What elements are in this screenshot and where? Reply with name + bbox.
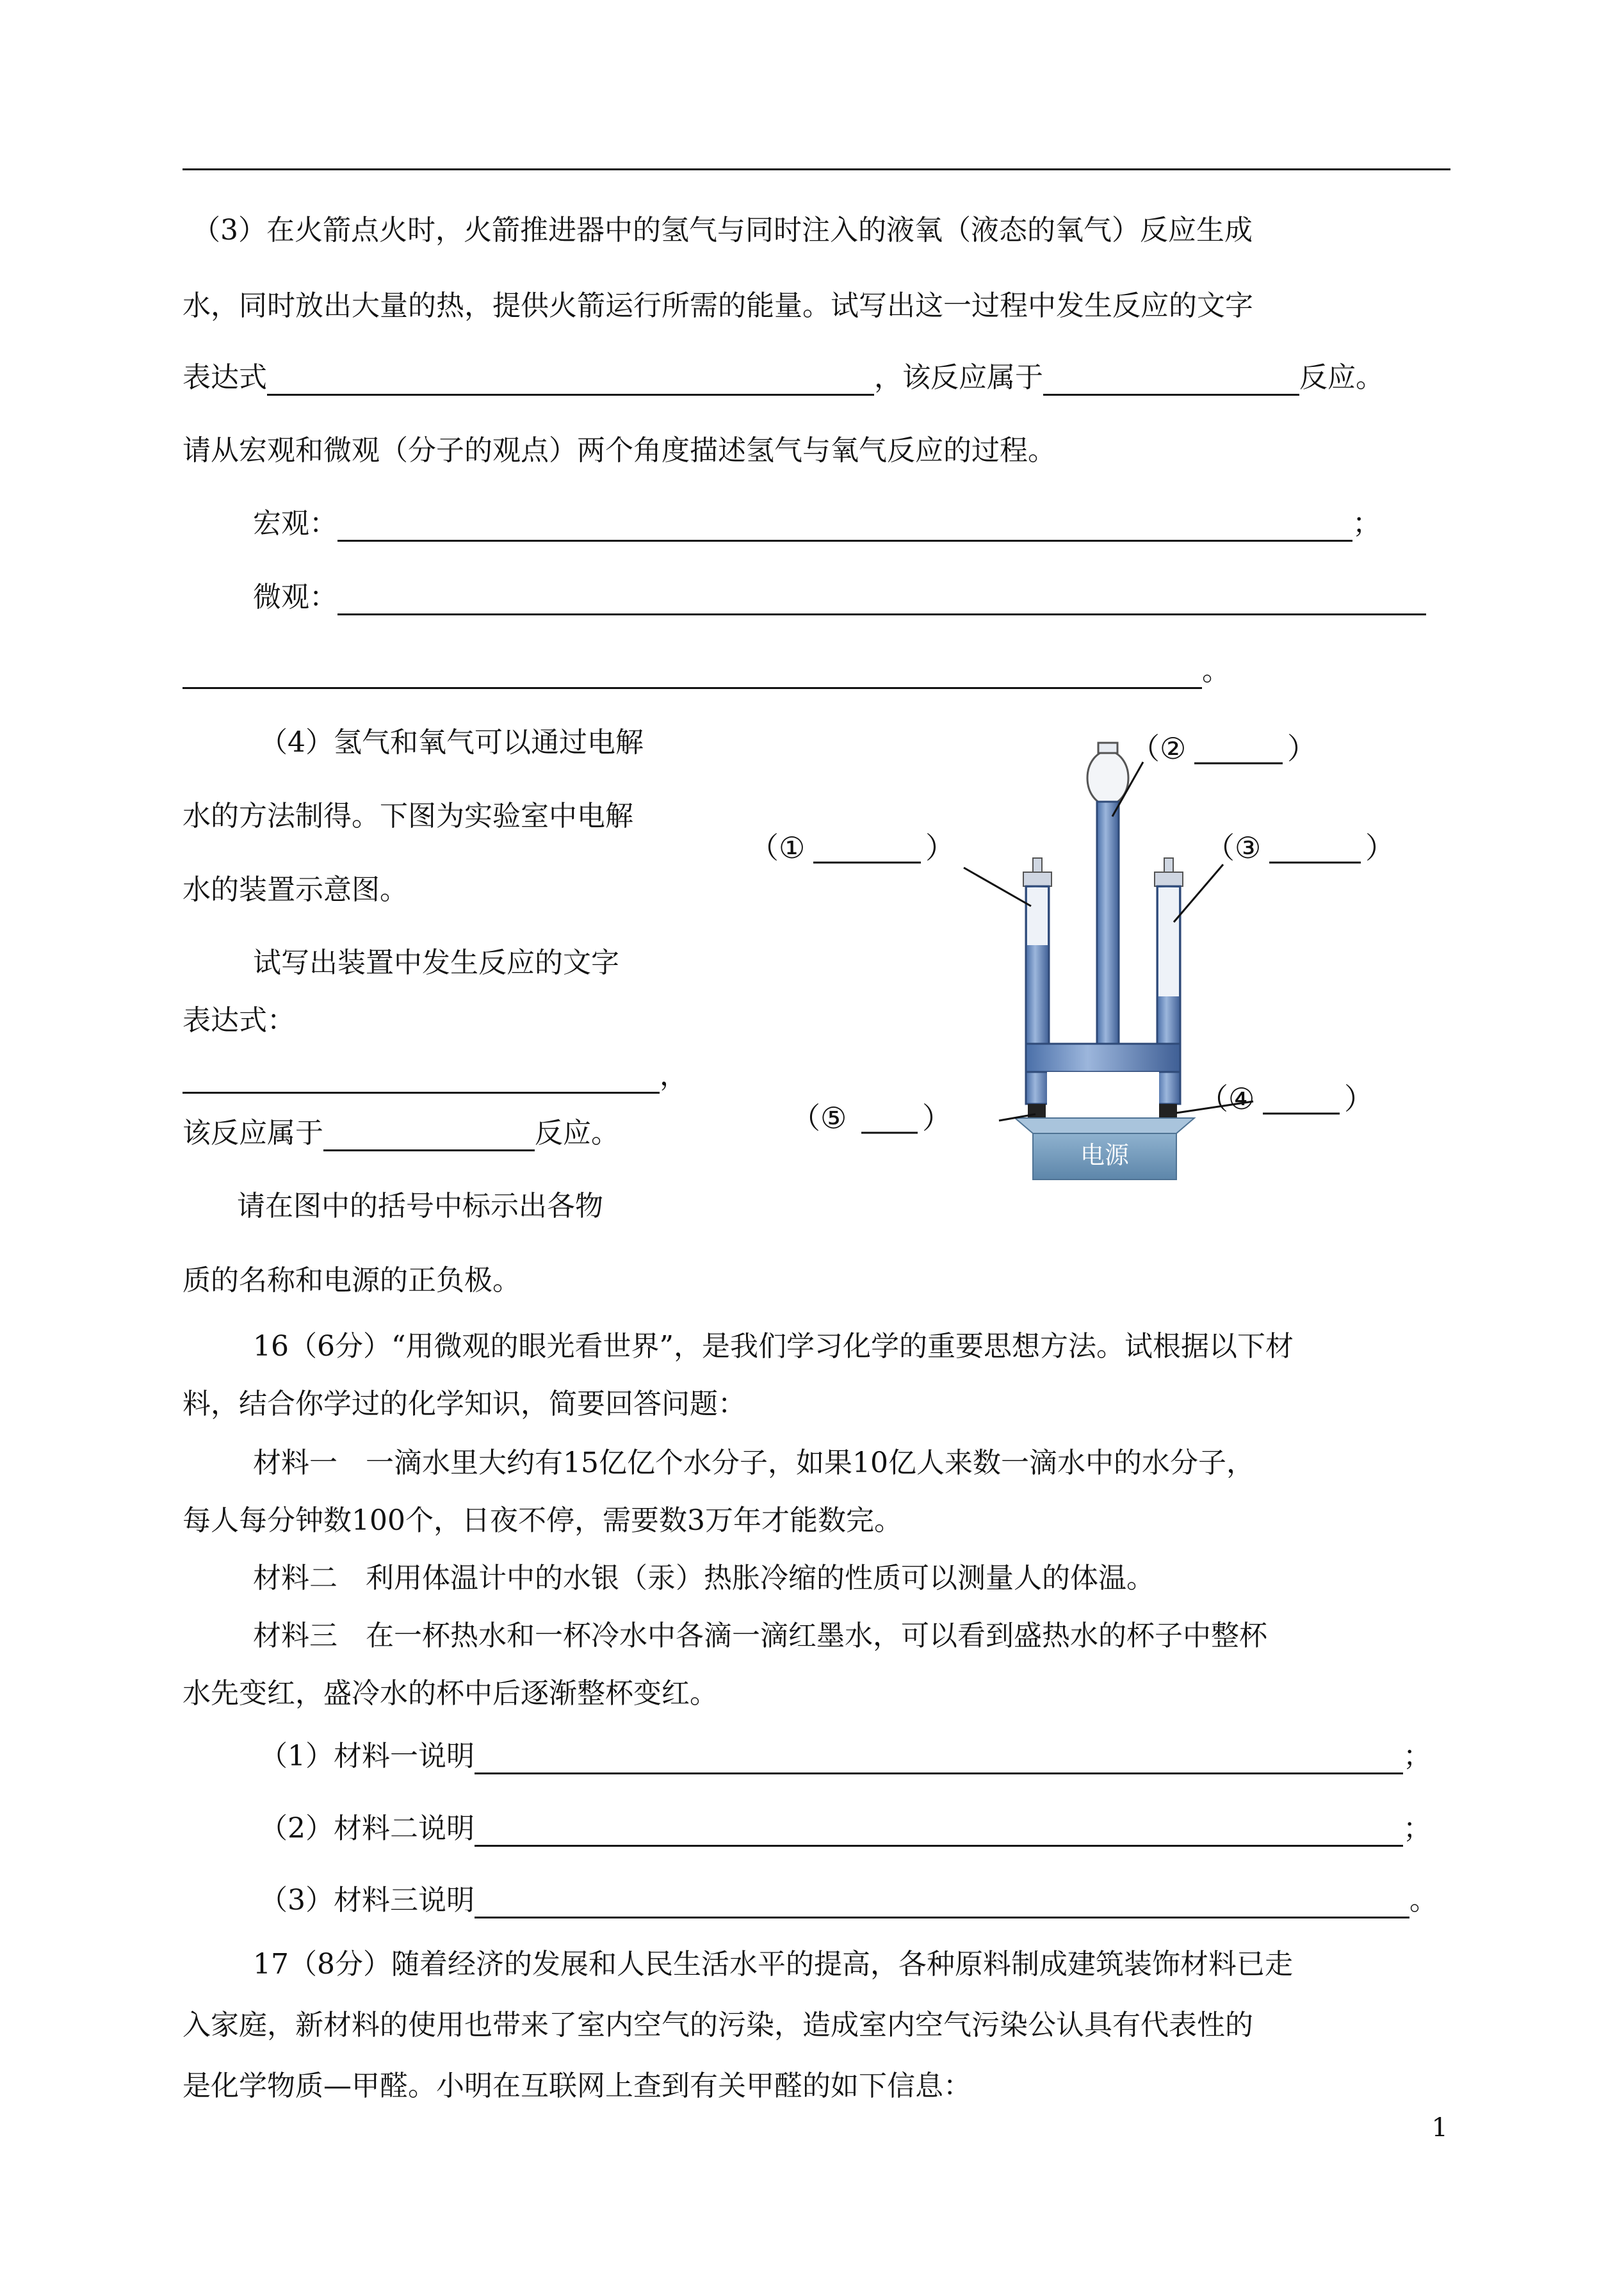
q3-line1: （3）在火箭点火时，火箭推进器中的氢气与同时注入的液氧（液态的氧气）反应生成: [192, 214, 1253, 247]
q4-line1: （4）氢气和氧气可以通过电解: [259, 726, 644, 759]
electrolysis-type-blank[interactable]: [323, 1119, 535, 1151]
macro-answer-blank[interactable]: [337, 509, 1352, 542]
power-supply-label: 电源: [1080, 1141, 1130, 1169]
micro-answer-blank[interactable]: [337, 583, 1426, 615]
header-rule: [183, 168, 1450, 170]
svg-text:）: ）: [1344, 1082, 1374, 1116]
q16-material3a: 材料三 在一杯热水和一杯冷水中各滴一滴红墨水，可以看到盛热水的杯子中整杯: [253, 1619, 1267, 1652]
q16-line1: 16（6分）“用微观的眼光看世界”，是我们学习化学的重要思想方法。试根据以下材: [253, 1330, 1294, 1363]
label-2: [1130, 731, 1317, 766]
q4-line5: 表达式：: [183, 1004, 295, 1037]
q16-material3b: 水先变红，盛冷水的杯中后逐渐整杯变红。: [183, 1677, 718, 1710]
electrolysis-equation-blank[interactable]: [183, 1061, 660, 1094]
label-5: [791, 1101, 952, 1135]
micro-answer-blank-2[interactable]: [183, 656, 1202, 689]
q3-line3: 表达式 ，该反应属于 反应。: [183, 360, 1384, 396]
answer1-blank[interactable]: [475, 1742, 1403, 1774]
q3-line4: 请从宏观和微观（分子的观点）两个角度描述氢气与氧气反应的过程。: [183, 434, 1056, 467]
q3-micro-cont: 。: [183, 653, 1230, 689]
label-3: [1205, 831, 1395, 865]
q4-line4: 试写出装置中发生反应的文字: [253, 946, 619, 979]
q16-material1a: 材料一 一滴水里大约有15亿亿个水分子，如果10亿人来数一滴水中的水分子，: [253, 1447, 1255, 1479]
q17-line2: 入家庭，新材料的使用也带来了室内空气的污染，造成室内空气污染公认具有代表性的: [183, 2009, 1253, 2041]
svg-text:（③: （③: [1205, 831, 1262, 865]
q4-line7: 该反应属于 反应。: [183, 1115, 619, 1151]
q16-material2: 材料二 利用体温计中的水银（汞）热胀冷缩的性质可以测量人的体温。: [253, 1562, 1155, 1594]
svg-text:）: ）: [925, 831, 955, 865]
q16-answer2: （2）材料二说明 ；: [259, 1811, 1431, 1847]
q4-line2: 水的方法制得。下图为实验室中电解: [183, 800, 633, 832]
svg-text:（④: （④: [1199, 1082, 1255, 1116]
q16-material1b: 每人每分钟数100个，日夜不停，需要数3万年才能数完。: [183, 1504, 902, 1537]
page-number: 1: [1431, 2113, 1448, 2143]
leader-line-1: [964, 868, 1031, 906]
q17-line3: 是化学物质—甲醛。小明在互联网上查到有关甲醛的如下信息：: [183, 2070, 971, 2102]
svg-text:）: ）: [1365, 831, 1395, 865]
q16-answer1: （1）材料一说明 ；: [259, 1739, 1431, 1774]
q3-line2: 水，同时放出大量的热，提供火箭运行所需的能量。试写出这一过程中发生反应的文字: [183, 289, 1253, 322]
svg-text:）: ）: [1287, 731, 1317, 766]
q16-answer3: （3）材料三说明 。: [259, 1883, 1438, 1918]
left-electrode: [1028, 1104, 1046, 1119]
svg-text:（⑤: （⑤: [791, 1101, 847, 1135]
answer2-blank[interactable]: [475, 1814, 1403, 1847]
svg-text:（②: （②: [1130, 731, 1187, 766]
q4-line3: 水的装置示意图。: [183, 873, 408, 906]
equation-blank[interactable]: [267, 363, 874, 396]
q17-line1: 17（8分）随着经济的发展和人民生活水平的提高，各种原料制成建筑装饰材料已走: [253, 1948, 1293, 1981]
q4-line8: 请在图中的括号中标示出各物: [237, 1190, 603, 1222]
svg-text:）: ）: [922, 1101, 952, 1135]
q16-line2: 料，结合你学过的化学知识，简要回答问题：: [183, 1388, 746, 1420]
power-supply: [1015, 1118, 1194, 1180]
answer3-blank[interactable]: [475, 1886, 1409, 1918]
connecting-tube: [1026, 1044, 1180, 1072]
svg-text:（①: （①: [749, 831, 806, 865]
label-1: [749, 831, 955, 865]
q3-micro: 微观：: [253, 580, 1426, 615]
q4-line9: 质的名称和电源的正负极。: [183, 1264, 521, 1297]
q3-macro: 宏观： ；: [253, 506, 1381, 542]
right-electrode: [1159, 1104, 1177, 1119]
q4-line6: ，: [183, 1058, 688, 1094]
reaction-type-blank[interactable]: [1043, 363, 1299, 396]
label-4: [1199, 1082, 1374, 1116]
electrolysis-apparatus-figure: [746, 730, 1438, 1229]
